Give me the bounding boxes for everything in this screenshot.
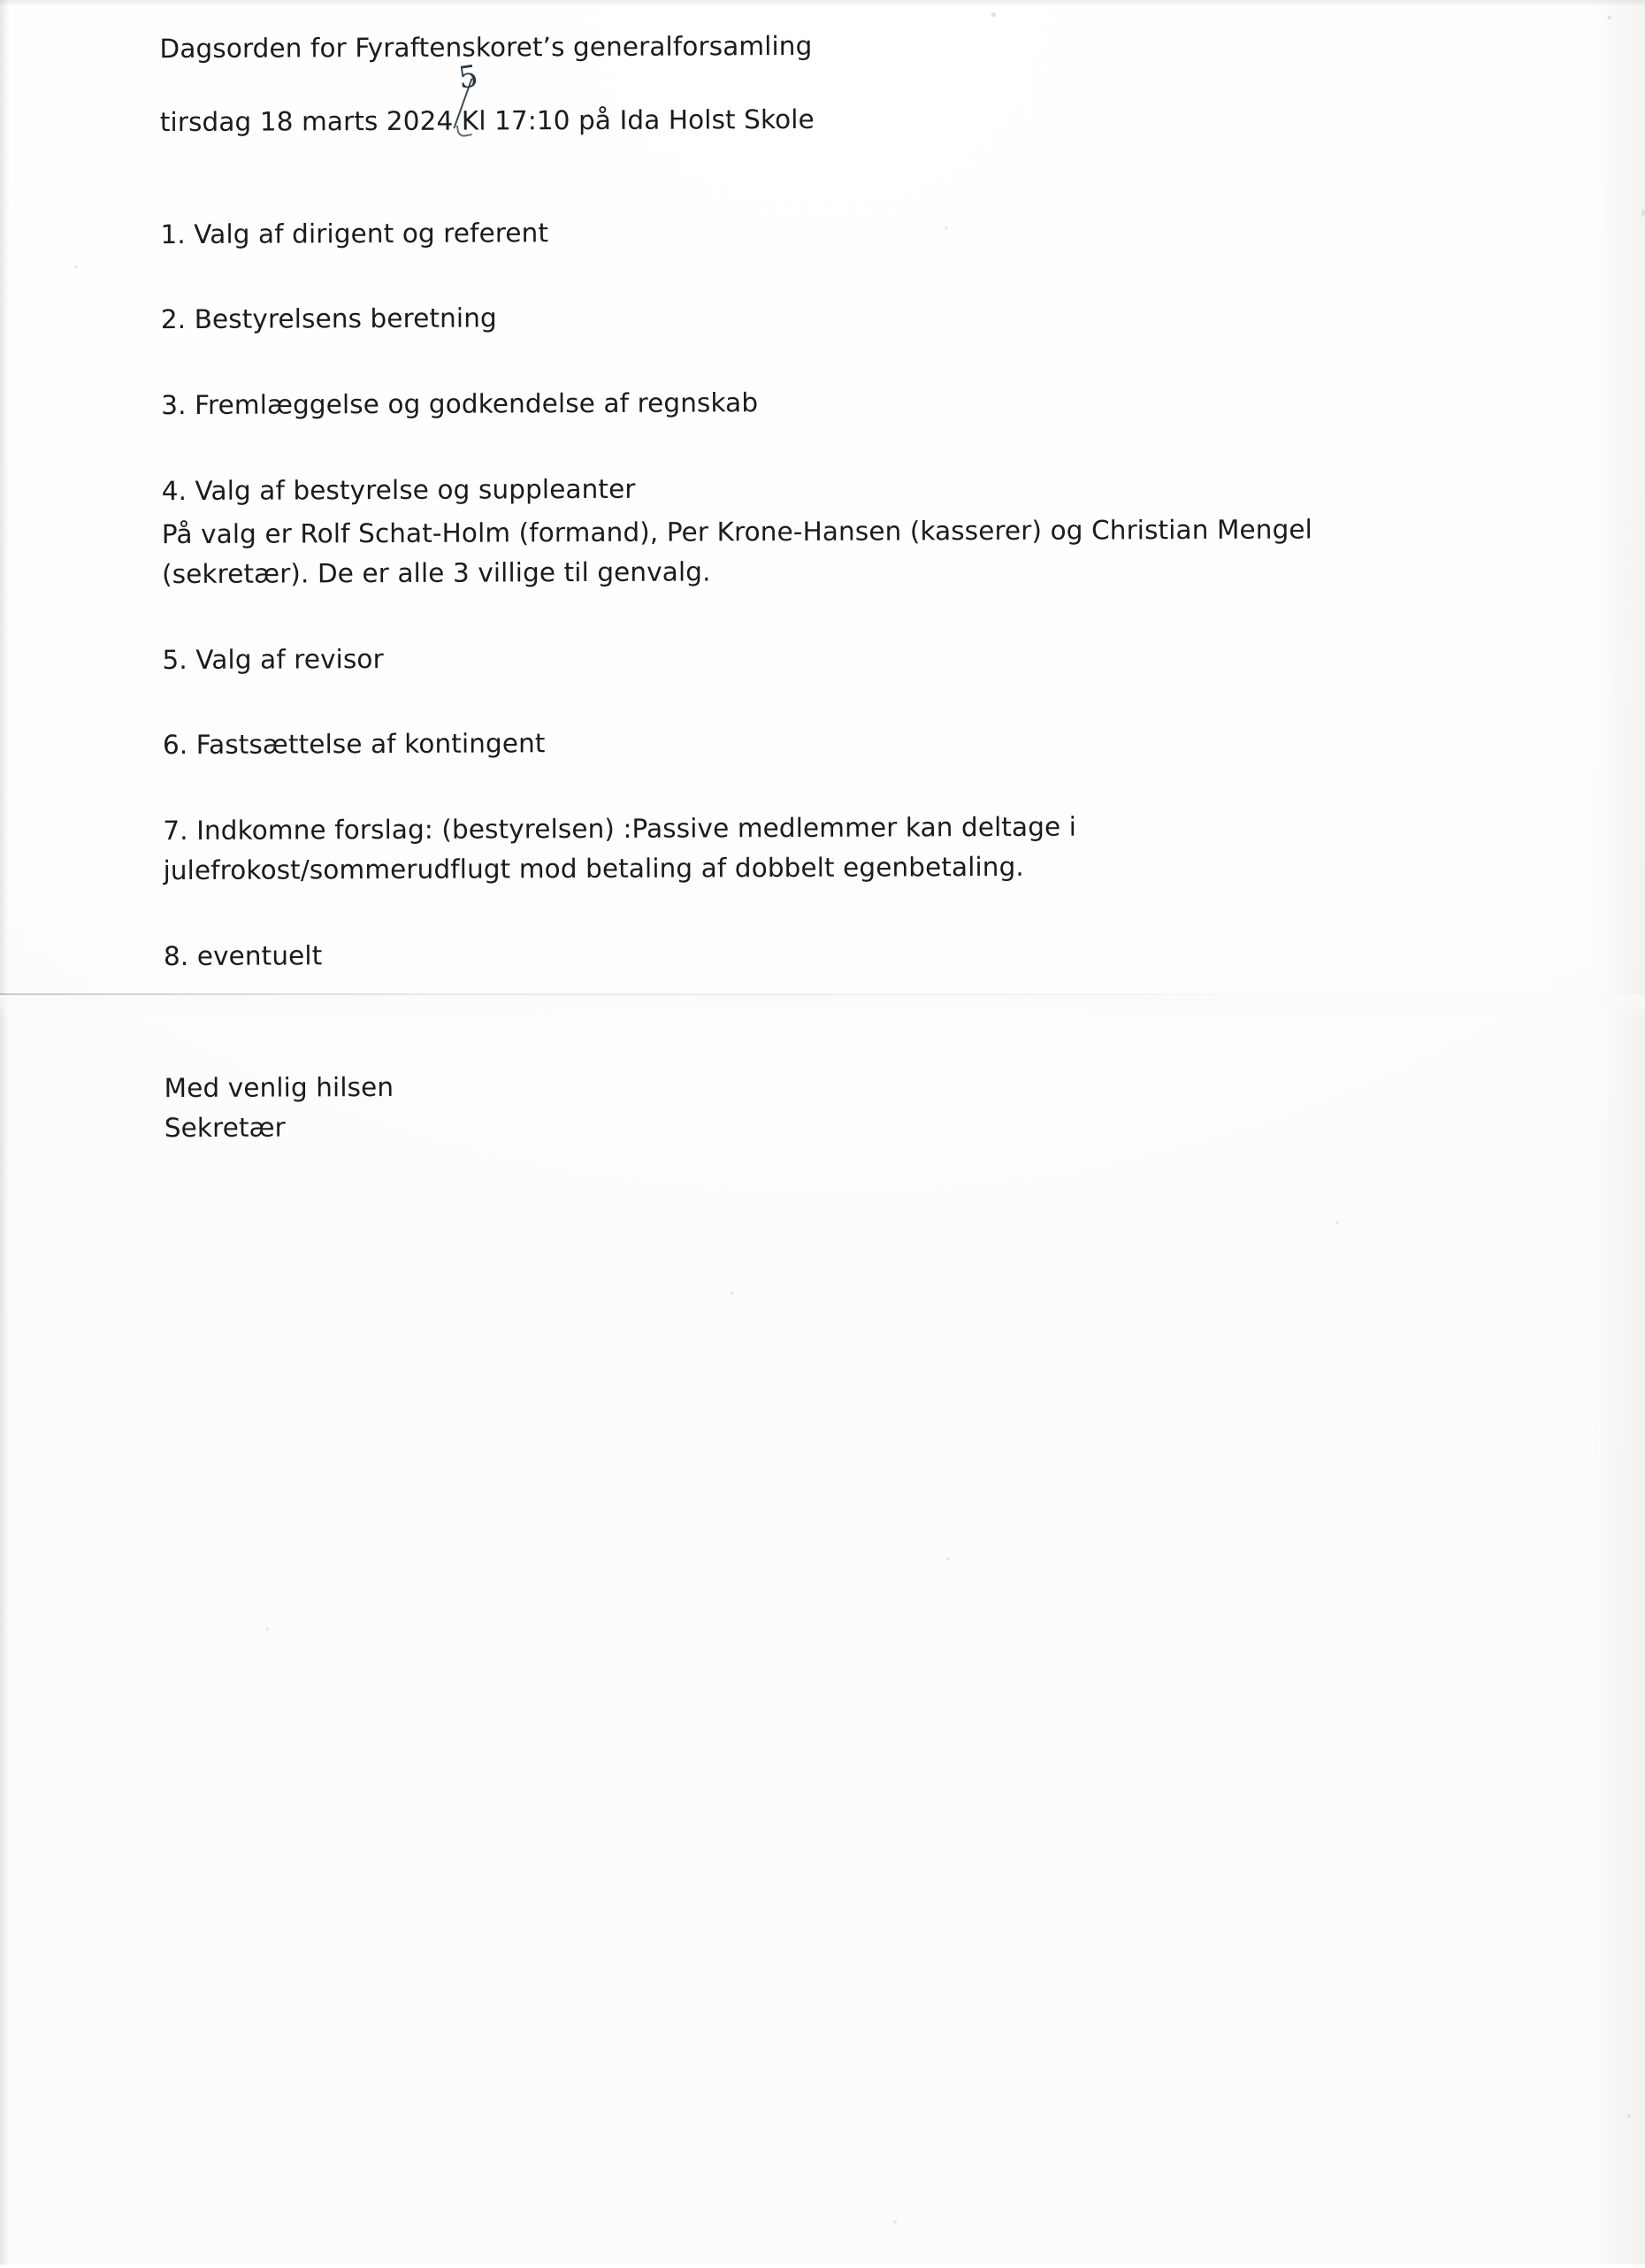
handwritten-correction-digit: 5: [455, 58, 481, 96]
agenda-item-text: 2. Bestyrelsens beretning: [160, 303, 497, 335]
agenda-list: [160, 210, 1419, 977]
agenda-item-text: 4. Valg af bestyrelse og suppleanter: [161, 473, 636, 507]
agenda-item: [161, 295, 1417, 340]
signoff-role: Sekretær: [164, 1112, 286, 1143]
agenda-item: [162, 466, 1419, 594]
meeting-details-text: tirsdag 18 marts 2024 Kl 17:10 på Ida Holst Skole: [159, 103, 815, 137]
agenda-item: [164, 931, 1419, 977]
document-header: [159, 24, 1416, 142]
agenda-item: [160, 210, 1416, 255]
signoff-greeting: Med venlig hilsen: [164, 1071, 394, 1103]
agenda-item: [163, 720, 1419, 765]
signoff-block: [164, 1063, 1420, 1148]
agenda-item-text: 5. Valg af revisor: [162, 643, 384, 675]
agenda-item-subtext: På valg er Rolf Schat-Holm (formand), Per Krone-Hansen (kasserer) og Christian Mengel (sekretær). De er alle 3 villige til genvalg.: [161, 514, 1312, 589]
agenda-item-text: 3. Fremlæggelse og godkendelse af regnskab: [161, 387, 759, 421]
agenda-item: [161, 380, 1417, 425]
agenda-item-text: 6. Fastsættelse af kontingent: [162, 728, 546, 761]
agenda-item-text: 1. Valg af dirigent og referent: [160, 217, 549, 249]
agenda-item: [162, 635, 1418, 680]
agenda-item-text: 8. eventuelt: [163, 940, 323, 972]
document-body: [159, 24, 1420, 1148]
document-title: Dagsorden for Fyraftenskoret’s generalforsamling: [159, 30, 813, 65]
agenda-item-text: 7. Indkomne forslag: (bestyrelsen) :Passive medlemmer kan deltage i julefrokost/sommerudflugt mod betaling af dobbelt egenbetaling.: [163, 811, 1077, 886]
agenda-item: [163, 806, 1419, 891]
meeting-details-line: [159, 58, 1416, 142]
